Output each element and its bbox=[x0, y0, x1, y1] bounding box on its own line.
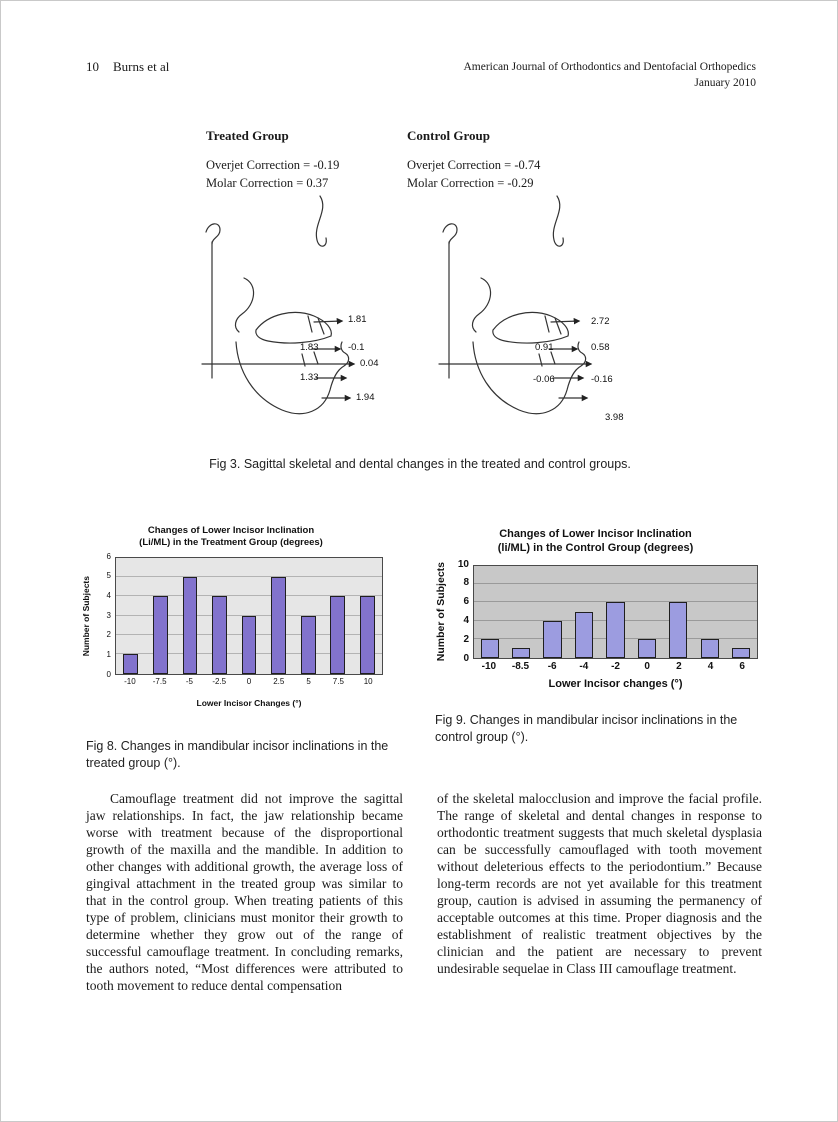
x-axis-label: Lower Incisor changes (°) bbox=[548, 677, 683, 690]
journal-date: January 2010 bbox=[694, 77, 756, 90]
page-number: 10 bbox=[86, 59, 99, 74]
y-axis-label: Number of Subjects bbox=[81, 575, 91, 656]
bar bbox=[360, 596, 375, 673]
bar bbox=[183, 577, 198, 674]
bar bbox=[481, 639, 499, 657]
x-tick-label: -8.5 bbox=[511, 660, 530, 672]
bar-slot bbox=[568, 566, 599, 658]
bar-slot bbox=[726, 566, 757, 658]
x-axis-ticks bbox=[473, 662, 758, 672]
bar bbox=[212, 596, 227, 673]
measurement-label: 0.04 bbox=[360, 358, 379, 369]
control-overjet-correction: Overjet Correction = -0.74 bbox=[407, 158, 541, 172]
bar bbox=[271, 577, 286, 674]
measurement-label: 1.83 bbox=[300, 342, 319, 353]
x-tick-label: -7.5 bbox=[152, 676, 167, 686]
tracing-drawing bbox=[196, 186, 426, 446]
measurement-label: -0.16 bbox=[591, 374, 613, 385]
bar bbox=[153, 596, 168, 673]
header-authors: Burns et al bbox=[113, 59, 170, 74]
fig9-bar-chart bbox=[433, 527, 758, 690]
bar-slot bbox=[175, 558, 205, 674]
x-tick-label: 2 bbox=[676, 660, 682, 672]
bar-slot bbox=[293, 558, 323, 674]
x-tick-label: -6 bbox=[547, 660, 557, 672]
bar bbox=[123, 654, 138, 673]
plot-area bbox=[115, 557, 383, 675]
x-tick-label: -10 bbox=[481, 660, 497, 672]
x-tick-label: 10 bbox=[363, 676, 373, 686]
bar bbox=[301, 616, 316, 674]
plot-area bbox=[473, 565, 758, 659]
y-axis-ticks: 0 1 2 3 4 5 6 bbox=[106, 551, 111, 679]
bar bbox=[512, 648, 530, 657]
measurement-label: 2.72 bbox=[591, 316, 610, 327]
x-tick-label: -2 bbox=[611, 660, 620, 672]
bar bbox=[543, 621, 561, 658]
x-tick-label: -10 bbox=[124, 676, 136, 686]
fig8-bar-chart bbox=[79, 525, 383, 708]
bar bbox=[669, 602, 687, 657]
fig3-treated-title: Treated Group bbox=[206, 128, 289, 143]
measurement-label: 1.81 bbox=[348, 314, 367, 325]
bar-slot bbox=[600, 566, 631, 658]
journal-title: American Journal of Orthodontics and Dentofacial Orthopedics bbox=[463, 61, 756, 73]
bar-slot bbox=[694, 566, 725, 658]
measurement-label: 1.94 bbox=[356, 392, 375, 403]
x-axis-ticks bbox=[115, 678, 383, 686]
bar-slot bbox=[234, 558, 264, 674]
body-column-right bbox=[437, 790, 762, 977]
bar-slot bbox=[205, 558, 235, 674]
x-axis-label: Lower Incisor Changes (°) bbox=[196, 697, 302, 708]
x-tick-label: 5 bbox=[306, 676, 311, 686]
x-tick-label: 7.5 bbox=[332, 676, 344, 686]
tracing-drawing bbox=[433, 186, 663, 446]
bar-slot bbox=[146, 558, 176, 674]
x-tick-label: 6 bbox=[739, 660, 745, 672]
fig9-caption: Fig 9. Changes in mandibular incisor inclinations in the control group (°). bbox=[435, 713, 738, 744]
bar-slot bbox=[663, 566, 694, 658]
chart-title: Changes of Lower Incisor Inclination (li/ML) in the Control Group (degrees) bbox=[497, 528, 694, 555]
measurement-label: 3.98 bbox=[605, 412, 624, 423]
measurement-label: -0.1 bbox=[348, 342, 365, 353]
bar bbox=[575, 612, 593, 658]
body-paragraph-left: Camouflage treatment did not improve the sagittal jaw relationships. In fact, the jaw relationship became worse with treatment because of the disproportional growth of the maxilla and the mandible. In addition to other changes with additional growth, the average loss of gingival attachment in the treated group was similar to that in the control group. When treating patients of this type of problem, clinicians must monitor their growth to determine whether they grow out of the range of successful camouflage treatment. In concluding remarks, the authors noted, “Most differences were attributed to tooth movement to reduce dental compensation bbox=[86, 791, 403, 993]
control-molar-correction: Molar Correction = -0.29 bbox=[407, 176, 534, 191]
header-left bbox=[86, 59, 169, 75]
x-tick-label: 0 bbox=[644, 660, 650, 672]
bar-slot bbox=[116, 558, 146, 674]
measurement-label: -0.06 bbox=[533, 374, 555, 385]
bar-slot bbox=[631, 566, 662, 658]
x-tick-label: 0 bbox=[246, 676, 252, 686]
x-tick-label: 4 bbox=[707, 660, 714, 672]
bar bbox=[606, 602, 624, 657]
x-tick-label: 2.5 bbox=[273, 676, 285, 686]
body-paragraph-right: of the skeletal malocclusion and improve the facial profile. The range of skeletal and dental changes in response to orthodontic treatment suggests that much skeletal dysplasia can be successfully camouflaged with tooth movement without deleterious effects to the periodontium.” Because long-term records are not yet available for this treatment group, caution is advised in assuming the permanency of acceptable outcomes at this time. Proper diagnosis and the establishment of realistic treatment objectives by the clinician and the patient are necessary to prevent undesirable sequelae in Class III camouflage treatment. bbox=[437, 791, 762, 976]
bar bbox=[732, 648, 750, 657]
measurement-label: 1.33 bbox=[300, 372, 319, 383]
measurement-label: 0.91 bbox=[535, 342, 554, 353]
measurement-label: 0.58 bbox=[591, 342, 610, 353]
bar-slot bbox=[353, 558, 383, 674]
fig8-caption: Fig 8. Changes in mandibular incisor inclinations in the treated group (°). bbox=[86, 739, 389, 770]
bar bbox=[242, 616, 257, 674]
treated-cephalometric-tracing bbox=[196, 186, 426, 446]
body-column-left bbox=[86, 790, 403, 994]
fig3-caption: Fig 3. Sagittal skeletal and dental changes in the treated and control groups. bbox=[209, 457, 631, 471]
treated-overjet-correction: Overjet Correction = -0.19 bbox=[206, 158, 340, 172]
y-axis-ticks: 0 2 4 6 8 10 bbox=[457, 558, 469, 664]
bar-slot bbox=[323, 558, 353, 674]
y-axis-label: Number of Subjects bbox=[435, 562, 447, 662]
bar-slot bbox=[537, 566, 568, 658]
bar bbox=[330, 596, 345, 673]
x-tick-label: -2.5 bbox=[212, 676, 227, 686]
bar-slot bbox=[505, 566, 536, 658]
x-tick-label: -4 bbox=[579, 660, 589, 672]
header-right bbox=[463, 59, 756, 91]
x-tick-label: -5 bbox=[185, 676, 194, 686]
bar-slot bbox=[264, 558, 294, 674]
fig3-control-title: Control Group bbox=[407, 128, 490, 143]
control-cephalometric-tracing bbox=[433, 186, 663, 446]
bar-slot bbox=[474, 566, 505, 658]
treated-molar-correction: Molar Correction = 0.37 bbox=[206, 176, 329, 191]
chart-title: Changes of Lower Incisor Inclination (Li/ML) in the Treatment Group (degrees) bbox=[139, 525, 323, 549]
bar bbox=[701, 639, 719, 657]
bar bbox=[638, 639, 656, 657]
